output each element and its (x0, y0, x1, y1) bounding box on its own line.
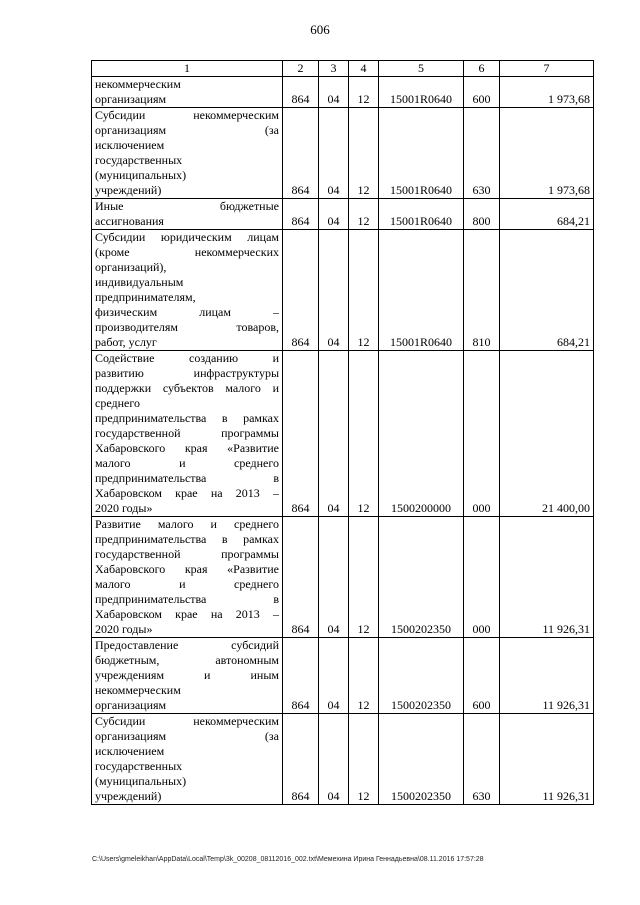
target-article-cell: 1500202350 (379, 638, 464, 714)
file-path-footer: C:\Users\gmeleikhan\AppData\Local\Temp\3k_00208_08112016_002.txt\Мемехина Ирина Геннадьевна\08.11.2016 17:57:28 (92, 856, 484, 863)
amount-cell: 684,21 (500, 199, 594, 230)
subsection-code-cell: 12 (349, 77, 379, 108)
expense-type-cell: 810 (464, 230, 500, 351)
ministry-code-cell: 864 (283, 517, 319, 638)
subsection-code-cell: 12 (349, 714, 379, 805)
section-code-cell: 04 (319, 230, 349, 351)
description-line: ассигнования (95, 214, 164, 228)
description-line: Субсидии некоммерческим (95, 108, 279, 122)
subsection-code-cell: 12 (349, 230, 379, 351)
row-description (92, 108, 283, 199)
description-line: Субсидии некоммерческим (95, 714, 279, 728)
target-article-cell: 15001R0640 (379, 108, 464, 199)
ministry-code-cell: 864 (283, 230, 319, 351)
row-description (92, 517, 283, 638)
description-line: работ, услуг (95, 335, 157, 349)
target-article-cell: 15001R0640 (379, 230, 464, 351)
description-line: Содействие созданию и (95, 351, 279, 365)
description-line: организациям (за (95, 123, 279, 137)
amount-cell: 1 973,68 (500, 77, 594, 108)
target-article-cell: 15001R0640 (379, 199, 464, 230)
section-code-cell: 04 (319, 77, 349, 108)
row-description (92, 714, 283, 805)
subsection-code-cell: 12 (349, 199, 379, 230)
description-line: предпринимательства в рамках (95, 411, 279, 425)
description-line: малого и среднего (95, 456, 279, 470)
description-line: развитию инфраструктуры (95, 366, 279, 380)
table-row (92, 199, 594, 230)
amount-cell: 21 400,00 (500, 351, 594, 517)
row-description (92, 351, 283, 517)
description-line: (муниципальных) (95, 168, 187, 182)
table-header-row (92, 61, 594, 77)
description-line: Субсидии юридическим лицам (95, 230, 279, 244)
row-description (92, 638, 283, 714)
ministry-code-cell: 864 (283, 108, 319, 199)
description-line: Хабаровского края «Развитие (95, 562, 279, 576)
description-line: Хабаровском крае на 2013 – (95, 607, 279, 621)
amount-cell: 11 926,31 (500, 714, 594, 805)
target-article-cell: 1500202350 (379, 517, 464, 638)
section-code-cell: 04 (319, 351, 349, 517)
description-line: Иные бюджетные (95, 199, 279, 213)
column-header: 6 (464, 61, 500, 77)
description-line: государственных (95, 153, 183, 167)
description-line: среднего (95, 396, 140, 410)
row-description (92, 77, 283, 108)
expense-type-cell: 000 (464, 517, 500, 638)
row-description (92, 199, 283, 230)
ministry-code-cell: 864 (283, 199, 319, 230)
description-line: (кроме некоммерческих (95, 245, 279, 259)
table-row (92, 714, 594, 805)
page-number: 606 (310, 22, 330, 37)
section-code-cell: 04 (319, 108, 349, 199)
expense-type-cell: 800 (464, 199, 500, 230)
description-line: некоммерческим (95, 683, 181, 697)
expense-type-cell: 600 (464, 638, 500, 714)
table-row (92, 108, 594, 199)
target-article-cell: 1500200000 (379, 351, 464, 517)
description-line: государственных (95, 759, 183, 773)
description-line: государственной программы (95, 547, 279, 561)
table-row (92, 77, 594, 108)
description-line: малого и среднего (95, 577, 279, 591)
column-header: 7 (500, 61, 594, 77)
target-article-cell: 1500202350 (379, 714, 464, 805)
description-line: 2020 годы» (95, 501, 153, 515)
section-code-cell: 04 (319, 517, 349, 638)
ministry-code-cell: 864 (283, 714, 319, 805)
description-line: Развитие малого и среднего (95, 517, 279, 531)
description-line: Хабаровского края «Развитие (95, 441, 279, 455)
subsection-code-cell: 12 (349, 517, 379, 638)
table-body (92, 77, 594, 805)
budget-table (91, 60, 594, 805)
description-line: производителям товаров, (95, 320, 279, 334)
section-code-cell: 04 (319, 638, 349, 714)
subsection-code-cell: 12 (349, 108, 379, 199)
description-line: индивидуальным (95, 275, 184, 289)
description-line: Хабаровском крае на 2013 – (95, 486, 279, 500)
description-line: учреждений) (95, 183, 162, 197)
description-line: учреждений) (95, 789, 162, 803)
description-line: учреждениям и иным (95, 668, 279, 682)
expense-type-cell: 000 (464, 351, 500, 517)
table-row (92, 517, 594, 638)
description-line: бюджетным, автономным (95, 653, 279, 667)
description-line: предпринимательства в рамках (95, 532, 279, 546)
row-description (92, 230, 283, 351)
column-header: 2 (283, 61, 319, 77)
ministry-code-cell: 864 (283, 351, 319, 517)
amount-cell: 684,21 (500, 230, 594, 351)
target-article-cell: 15001R0640 (379, 77, 464, 108)
subsection-code-cell: 12 (349, 638, 379, 714)
expense-type-cell: 630 (464, 108, 500, 199)
column-header: 3 (319, 61, 349, 77)
description-line: государственной программы (95, 426, 279, 440)
description-line: исключением (95, 744, 165, 758)
expense-type-cell: 630 (464, 714, 500, 805)
column-header: 5 (379, 61, 464, 77)
table-row (92, 230, 594, 351)
description-line: поддержки субъектов малого и (95, 381, 279, 395)
description-line: физическим лицам – (95, 305, 279, 319)
table-row (92, 351, 594, 517)
section-code-cell: 04 (319, 714, 349, 805)
table-row (92, 638, 594, 714)
description-line: 2020 годы» (95, 622, 153, 636)
section-code-cell: 04 (319, 199, 349, 230)
amount-cell: 1 973,68 (500, 108, 594, 199)
description-line: (муниципальных) (95, 774, 187, 788)
description-line: организаций), (95, 260, 167, 274)
description-line: исключением (95, 138, 165, 152)
description-line: Предоставление субсидий (95, 638, 279, 652)
description-line: предпринимателям, (95, 290, 196, 304)
column-header: 4 (349, 61, 379, 77)
description-line: организациям (за (95, 729, 279, 743)
description-line: некоммерческим (95, 77, 181, 91)
description-line: организациям (95, 92, 167, 106)
ministry-code-cell: 864 (283, 638, 319, 714)
description-line: предпринимательства в (95, 592, 279, 606)
amount-cell: 11 926,31 (500, 517, 594, 638)
description-line: организациям (95, 698, 167, 712)
subsection-code-cell: 12 (349, 351, 379, 517)
description-line: предпринимательства в (95, 471, 279, 485)
amount-cell: 11 926,31 (500, 638, 594, 714)
expense-type-cell: 600 (464, 77, 500, 108)
ministry-code-cell: 864 (283, 77, 319, 108)
column-header: 1 (92, 61, 283, 77)
